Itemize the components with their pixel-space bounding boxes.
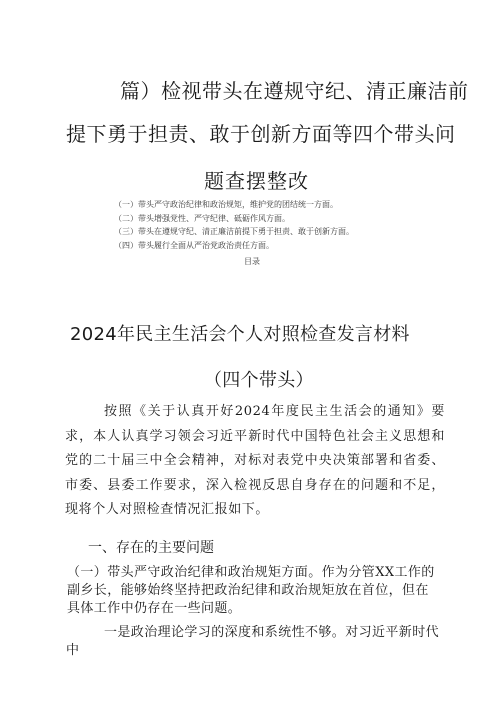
title-line-3: 题查摆整改: [204, 169, 309, 193]
document-subheading: （四个带头）: [204, 370, 314, 391]
table-of-contents: [114, 198, 354, 252]
toc-label: 目录: [244, 257, 260, 266]
body-paragraph: [66, 624, 444, 660]
toc-item[interactable]: （四）带头履行全面从严治党政治责任方面。: [114, 240, 274, 250]
section-heading: 一、存在的主要问题: [88, 540, 214, 556]
document-heading: 2024年民主生活会个人对照检查发言材料: [70, 324, 410, 345]
subsection-paragraph: （一）带头严守政治纪律和政治规矩方面。作为分管XX工作的副乡长，能够始终坚持把政治纪律和政治规矩放在首位，但在具体工作中仍存在一些问题。: [67, 565, 435, 616]
body-text: 一是政治理论学习的深度和系统性不够。对习近平新时代中: [66, 625, 440, 658]
toc-item[interactable]: （三）带头在遵规守纪、清正廉洁前提下勇于担责、敢于创新方面。: [114, 227, 354, 236]
title-line-2: 提下勇于担责、敢于创新方面等四个带头问: [66, 122, 456, 146]
toc-item[interactable]: （二）带头增强党性、严守纪律、砥砺作风方面。: [114, 213, 290, 223]
toc-item[interactable]: （一）带头严守政治纪律和政治规矩，维护党的团结统一方面。: [114, 200, 338, 209]
intro-text: 按照《关于认真开好2024年度民主生活会的通知》要求，本人认真学习领会习近平新时代中国特色社会主义思想和党的二十届三中全会精神，对标对表党中央决策部署和省委、市委、县委工作要求，深入检视反思自身存在的问题和不足，现将个人对照检查情况汇报如下。: [65, 404, 445, 517]
intro-paragraph: [65, 400, 445, 523]
title-line-1: 篇）检视带头在遵规守纪、清正廉洁前: [120, 79, 469, 103]
